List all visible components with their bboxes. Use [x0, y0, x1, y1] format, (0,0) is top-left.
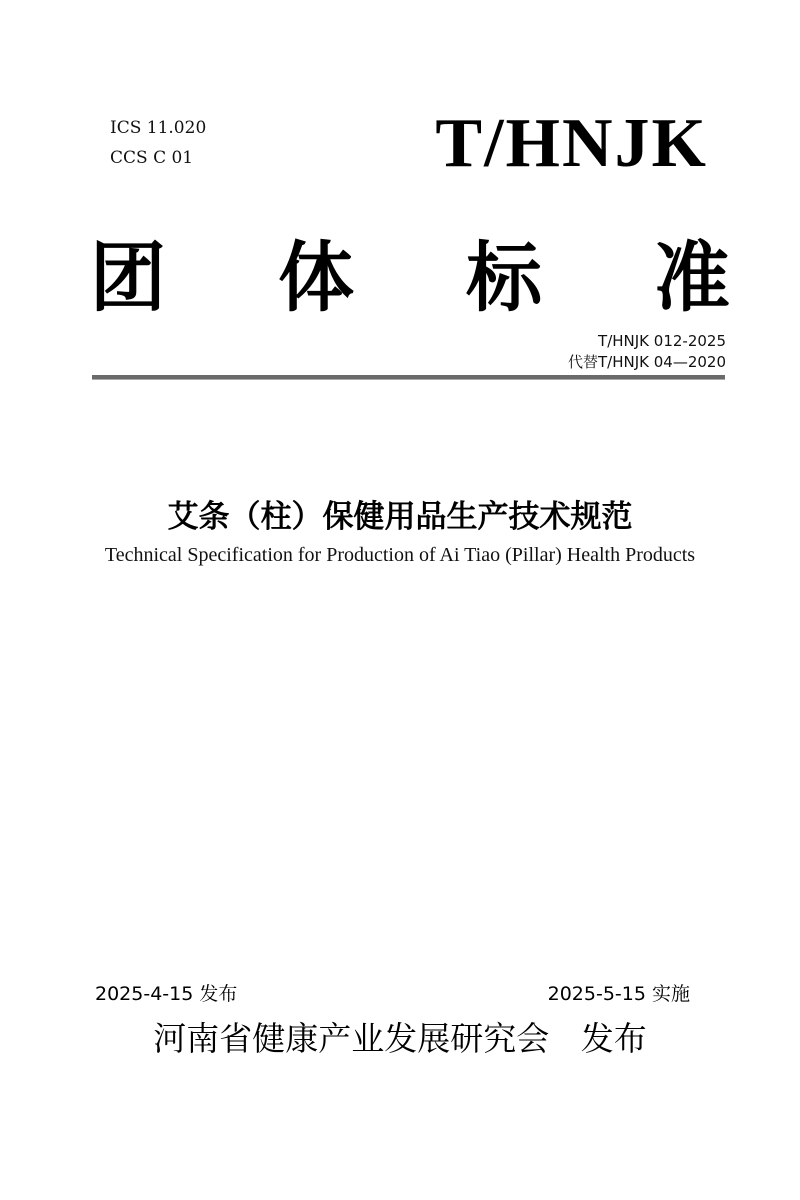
- ccs-code: CCS C 01: [110, 148, 194, 168]
- document-title-chinese: 艾条（柱）保健用品生产技术规范: [167, 499, 633, 535]
- publisher-name: 河南省健康产业发展研究会: [153, 1019, 550, 1058]
- standard-type-char: 团: [90, 233, 166, 322]
- implementation-date: 2025-5-15 实施: [547, 983, 690, 1005]
- standard-code-heading: T/HNJK: [435, 105, 708, 182]
- publisher-line: [0, 1017, 800, 1061]
- standard-type-char: 准: [654, 233, 730, 322]
- issue-date: 2025-4-15 发布: [95, 983, 238, 1005]
- publisher-action: 发布: [580, 1019, 647, 1058]
- standard-type-heading: [90, 230, 730, 326]
- replaced-standard: 代替T/HNJK 04—2020: [567, 353, 726, 371]
- ics-code: ICS 11.020: [110, 118, 207, 138]
- standard-type-char: 体: [278, 233, 354, 322]
- document-title-english: Technical Specification for Production of Ai Tiao (Pillar) Health Products: [104, 544, 696, 566]
- standard-type-char: 标: [466, 233, 542, 322]
- classification-codes: [110, 113, 206, 173]
- header-divider: [92, 375, 725, 380]
- standard-number: T/HNJK 012-2025: [598, 332, 726, 350]
- standard-numbers: [568, 331, 726, 373]
